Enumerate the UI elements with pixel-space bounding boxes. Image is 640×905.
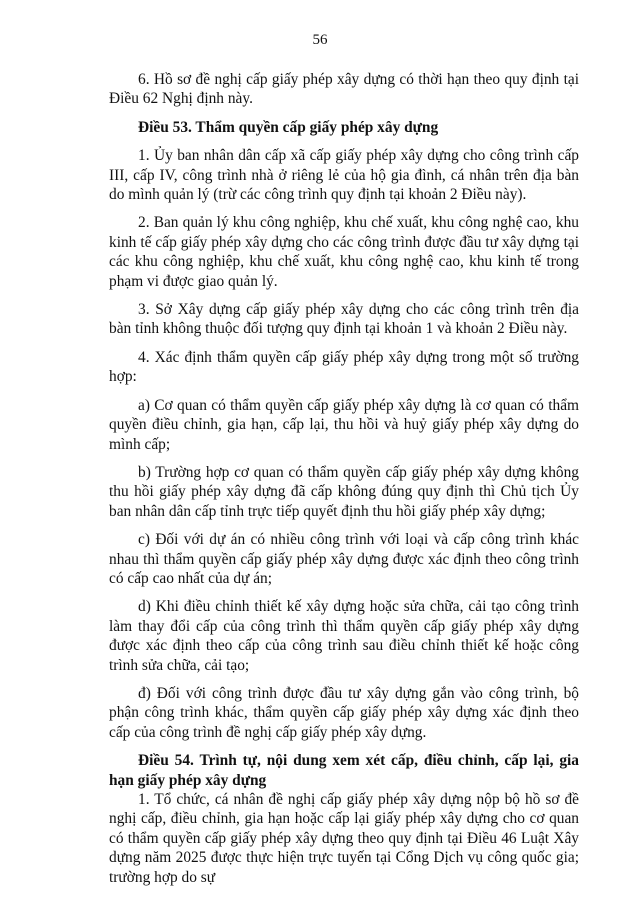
paragraph-53-4-a: a) Cơ quan có thẩm quyền cấp giấy phép xây dựng là cơ quan có thẩm quyền điều chỉnh, gia hạn, cấp lại, thu hồi và huỷ giấy phép xây dựng do mình cấp; bbox=[109, 396, 579, 453]
paragraph-6-permit-dossier: 6. Hồ sơ đề nghị cấp giấy phép xây dựng có thời hạn theo quy định tại Điều 62 Nghị định này. bbox=[109, 71, 579, 108]
paragraph-53-4-dd: đ) Đối với công trình được đầu tư xây dựng gắn vào công trình, bộ phận công trình khác, thẩm quyền cấp giấy phép xây dựng xác định theo cấp của công trình đề nghị cấp giấy phép xây dựng. bbox=[109, 684, 579, 741]
paragraph-53-3: 3. Sở Xây dựng cấp giấy phép xây dựng cho các công trình trên địa bàn tỉnh không thuộc đối tượng quy định tại khoản 1 và khoản 2 Điều này. bbox=[109, 301, 579, 338]
paragraph-53-2: 2. Ban quản lý khu công nghiệp, khu chế xuất, khu công nghệ cao, khu kinh tế cấp giấy phép xây dựng cho các công trình được đầu tư xây dựng tại các khu công nghiệp, khu chế xuất, khu công nghệ cao, khu kinh tế trong phạm vi được giao quản lý. bbox=[109, 214, 579, 290]
article-53-heading: Điều 53. Thẩm quyền cấp giấy phép xây dựng bbox=[138, 118, 439, 136]
paragraph-54-1: 1. Tổ chức, cá nhân đề nghị cấp giấy phép xây dựng nộp bộ hồ sơ đề nghị cấp, điều chỉnh, gia hạn hoặc cấp lại giấy phép xây dựng cho cơ quan có thẩm quyền cấp giấy phép xây dựng theo quy định tại Điều 46 Luật Xây dựng năm 2025 được thực hiện trực tuyến tại Cổng Dịch vụ công quốc gia; trường hợp do sự bbox=[109, 791, 579, 886]
paragraph-53-4-c: c) Đối với dự án có nhiều công trình với loại và cấp công trình khác nhau thì thẩm quyền cấp giấy phép xây dựng được xác định theo công trình có cấp cao nhất của dự án; bbox=[109, 531, 579, 587]
paragraph-53-4: 4. Xác định thẩm quyền cấp giấy phép xây dựng trong một số trường hợp: bbox=[109, 348, 579, 386]
document-body bbox=[109, 70, 579, 887]
paragraph-53-4-d: d) Khi điều chỉnh thiết kế xây dựng hoặc sửa chữa, cải tạo công trình làm thay đổi cấp của công trình thì thẩm quyền cấp giấy phép xây dựng được xác định theo cấp của công trình sau điều chỉnh thiết kế hoặc công trình sửa chữa, cải tạo; bbox=[109, 598, 579, 674]
page-number: 56 bbox=[312, 32, 328, 48]
paragraph-53-1: 1. Ủy ban nhân dân cấp xã cấp giấy phép xây dựng cho công trình cấp III, cấp IV, công trình nhà ở riêng lẻ của hộ gia đình, cá nhân trên địa bàn do mình quản lý (trừ các công trình quy định tại khoản 2 Điều này). bbox=[109, 147, 579, 204]
paragraph-53-4-b: b) Trường hợp cơ quan có thẩm quyền cấp giấy phép xây dựng không thu hồi giấy phép xây dựng đã cấp không đúng quy định thì Chủ tịch Ủy ban nhân dân cấp tỉnh trực tiếp quyết định thu hồi giấy phép xây dựng; bbox=[109, 463, 579, 520]
article-54-heading: Điều 54. Trình tự, nội dung xem xét cấp, điều chỉnh, cấp lại, gia hạn giấy phép xây dựng bbox=[109, 752, 579, 789]
